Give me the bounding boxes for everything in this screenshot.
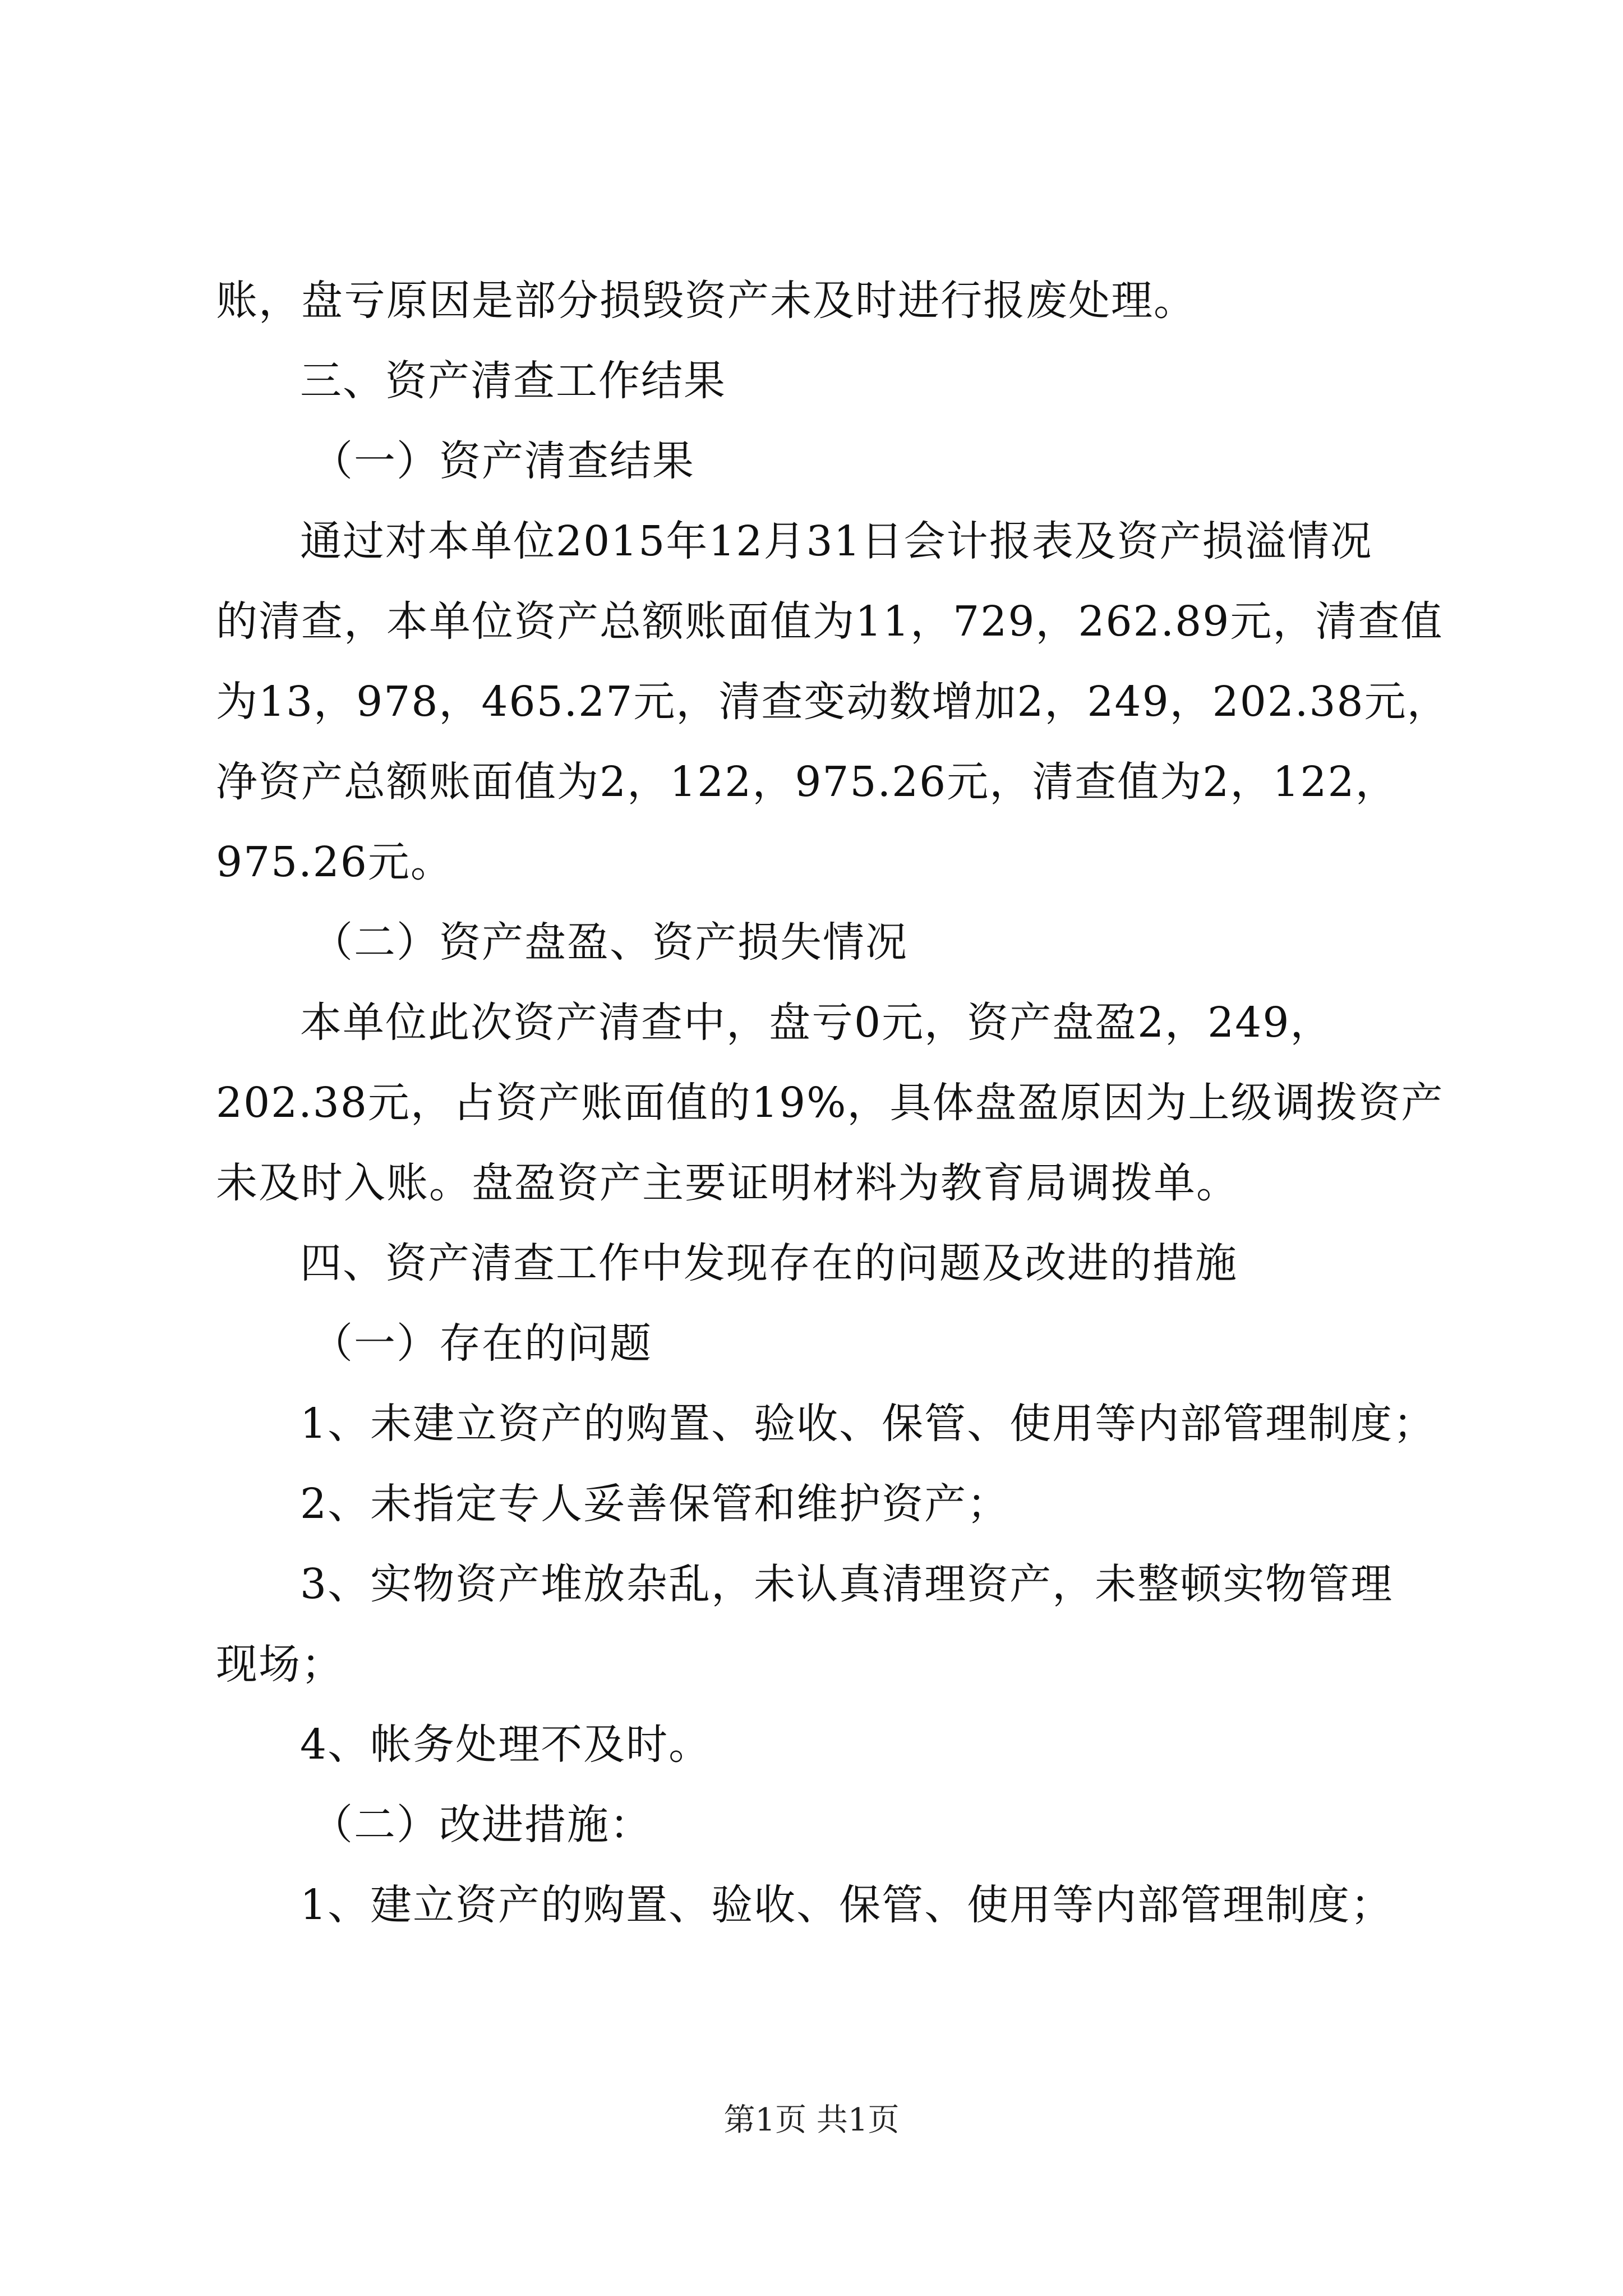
list-item: 2、未指定专人妥善保管和维护资产； <box>300 1480 1010 1528</box>
body-line: 975.26元。 <box>216 838 453 886</box>
page-footer: 第1页 共1页 <box>723 2102 900 2138</box>
section-heading: 四、资产清查工作中发现存在的问题及改进的措施 <box>300 1239 1238 1287</box>
subsection-heading: （一）资产清查结果 <box>311 437 695 485</box>
body-line: 为13，978，465.27元，清查变动数增加2，249，202.38元， <box>216 678 1450 726</box>
body-line: 净资产总额账面值为2，122，975.26元，清查值为2，122， <box>216 758 1398 806</box>
section-heading: 三、资产清查工作结果 <box>300 357 726 405</box>
list-item-continuation: 现场； <box>216 1640 344 1688</box>
list-item: 1、未建立资产的购置、验收、保管、使用等内部管理制度； <box>300 1400 1436 1448</box>
list-item: 4、帐务处理不及时。 <box>300 1720 712 1769</box>
body-line: 本单位此次资产清查中，盘亏0元，资产盘盈2，249， <box>300 999 1333 1047</box>
body-line: 账，盘亏原因是部分损毁资产未及时进行报废处理。 <box>216 277 1196 325</box>
body-line: 未及时入账。盘盈资产主要证明材料为教育局调拨单。 <box>216 1159 1239 1207</box>
subsection-heading: （二）资产盘盈、资产损失情况 <box>311 918 908 967</box>
body-line: 通过对本单位2015年12月31日会计报表及资产损溢情况 <box>300 517 1373 565</box>
document-body <box>216 261 1450 1945</box>
body-line: 202.38元，占资产账面值的19%，具体盘盈原因为上级调拨资产 <box>216 1079 1444 1127</box>
subsection-heading: （一）存在的问题 <box>311 1319 652 1368</box>
list-item: 1、建立资产的购置、验收、保管、使用等内部管理制度； <box>300 1881 1394 1929</box>
subsection-heading: （二）改进措施： <box>311 1801 652 1849</box>
body-line: 的清查，本单位资产总额账面值为11，729，262.89元，清查值 <box>216 597 1444 646</box>
list-item: 3、实物资产堆放杂乱，未认真清理资产，未整顿实物管理 <box>300 1560 1394 1608</box>
